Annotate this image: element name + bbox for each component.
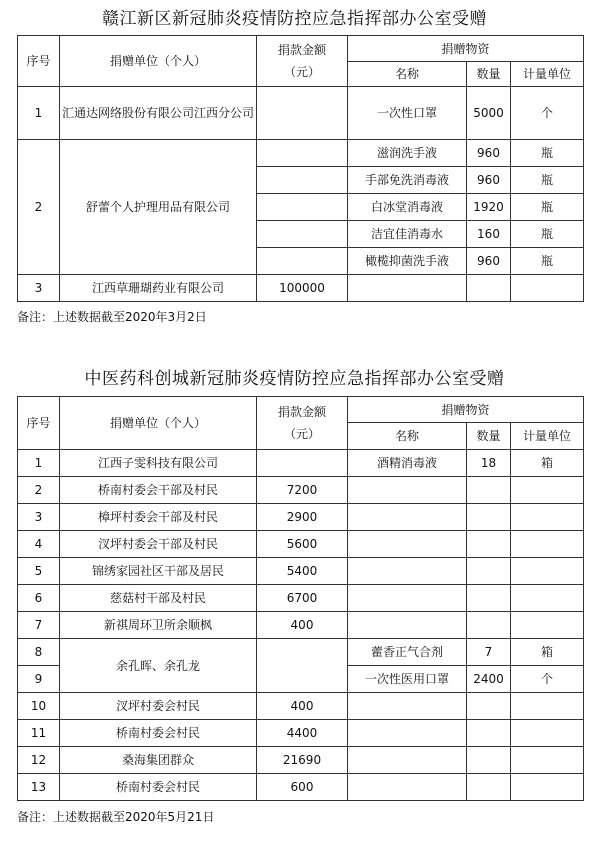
cell-unit: 瓶 — [511, 194, 584, 221]
header-amount-line1: 捐款金额 — [277, 43, 326, 57]
cell-amount — [257, 140, 348, 167]
cell-amount — [257, 248, 348, 275]
cell-seq: 4 — [18, 531, 60, 558]
cell-amount — [257, 87, 348, 140]
cell-name: 一次性口罩 — [348, 87, 467, 140]
cell-donor: 桥南村委会村民 — [60, 774, 257, 801]
table-row — [18, 558, 584, 585]
header-amount-line2: （元） — [283, 427, 320, 441]
cell-amount: 5600 — [257, 531, 348, 558]
header-amount — [257, 397, 348, 450]
cell-name: 洁宜佳消毒水 — [348, 221, 467, 248]
cell-seq: 11 — [18, 720, 60, 747]
table-row — [18, 87, 584, 140]
table-row — [18, 639, 584, 666]
cell-amount: 2900 — [257, 504, 348, 531]
cell-amount — [257, 167, 348, 194]
cell-amount: 5400 — [257, 558, 348, 585]
cell-name — [348, 747, 467, 774]
cell-name — [348, 531, 467, 558]
cell-donor: 慈菇村干部及村民 — [60, 585, 257, 612]
cell-seq: 1 — [18, 87, 60, 140]
cell-qty: 960 — [467, 248, 511, 275]
cell-qty — [467, 275, 511, 302]
cell-qty: 2400 — [467, 666, 511, 693]
cell-unit — [511, 693, 584, 720]
cell-amount: 6700 — [257, 585, 348, 612]
cell-qty — [467, 747, 511, 774]
header-unit: 计量单位 — [511, 423, 584, 450]
cell-amount: 4400 — [257, 720, 348, 747]
cell-qty — [467, 558, 511, 585]
cell-name: 滋润洗手液 — [348, 140, 467, 167]
cell-qty — [467, 612, 511, 639]
cell-amount: 21690 — [257, 747, 348, 774]
header-name: 名称 — [348, 423, 467, 450]
cell-seq: 6 — [18, 585, 60, 612]
cell-unit — [511, 558, 584, 585]
cell-donor: 桥南村委会村民 — [60, 720, 257, 747]
cell-unit — [511, 612, 584, 639]
table-header-row — [18, 36, 584, 62]
cell-name — [348, 612, 467, 639]
cell-qty: 1920 — [467, 194, 511, 221]
cell-seq: 8 — [18, 639, 60, 666]
table-row — [18, 612, 584, 639]
header-qty: 数量 — [467, 62, 511, 87]
table-row — [18, 140, 584, 167]
cell-amount: 600 — [257, 774, 348, 801]
cell-unit — [511, 585, 584, 612]
cell-seq: 2 — [18, 140, 60, 275]
cell-unit: 箱 — [511, 639, 584, 666]
header-donor: 捐赠单位（个人） — [60, 397, 257, 450]
cell-donor: 锦绣家园社区干部及居民 — [60, 558, 257, 585]
table-row — [18, 275, 584, 302]
cell-donor: 余孔晖、余孔龙 — [60, 639, 257, 693]
cell-qty: 5000 — [467, 87, 511, 140]
cell-name — [348, 558, 467, 585]
cell-name — [348, 275, 467, 302]
section2-note: 备注：上述数据截至2020年5月21日 — [17, 810, 215, 824]
section1-donation-table — [17, 35, 584, 302]
header-seq: 序号 — [18, 397, 60, 450]
header-unit: 计量单位 — [511, 62, 584, 87]
cell-qty — [467, 531, 511, 558]
cell-seq: 10 — [18, 693, 60, 720]
cell-amount — [257, 450, 348, 477]
table-row — [18, 504, 584, 531]
cell-amount: 400 — [257, 612, 348, 639]
cell-unit: 个 — [511, 87, 584, 140]
cell-name: 酒精消毒液 — [348, 450, 467, 477]
cell-unit — [511, 774, 584, 801]
cell-qty — [467, 585, 511, 612]
cell-qty — [467, 504, 511, 531]
cell-donor: 樟坪村委会干部及村民 — [60, 504, 257, 531]
cell-name: 手部免洗消毒液 — [348, 167, 467, 194]
cell-name: 橄榄抑菌洗手液 — [348, 248, 467, 275]
cell-donor: 汊坪村委会村民 — [60, 693, 257, 720]
section2-donation-table — [17, 396, 584, 801]
header-donor: 捐赠单位（个人） — [60, 36, 257, 87]
cell-qty — [467, 720, 511, 747]
cell-name — [348, 477, 467, 504]
cell-amount — [257, 221, 348, 248]
section1-title: 赣江新区新冠肺炎疫情防控应急指挥部办公室受赠 — [102, 9, 487, 29]
cell-unit — [511, 747, 584, 774]
cell-amount — [257, 194, 348, 221]
cell-name — [348, 504, 467, 531]
cell-unit — [511, 275, 584, 302]
cell-name: 一次性医用口罩 — [348, 666, 467, 693]
cell-qty — [467, 693, 511, 720]
cell-unit: 瓶 — [511, 248, 584, 275]
table-row — [18, 585, 584, 612]
cell-seq: 3 — [18, 504, 60, 531]
cell-qty — [467, 477, 511, 504]
cell-seq: 1 — [18, 450, 60, 477]
table-row — [18, 720, 584, 747]
table-header-row — [18, 397, 584, 423]
table-row — [18, 450, 584, 477]
cell-qty: 7 — [467, 639, 511, 666]
cell-qty: 960 — [467, 140, 511, 167]
cell-unit: 瓶 — [511, 167, 584, 194]
cell-unit — [511, 504, 584, 531]
table-row — [18, 774, 584, 801]
cell-amount: 100000 — [257, 275, 348, 302]
cell-donor: 汊坪村委会干部及村民 — [60, 531, 257, 558]
cell-amount — [257, 639, 348, 693]
cell-unit — [511, 720, 584, 747]
table-row — [18, 531, 584, 558]
cell-name: 藿香正气合剂 — [348, 639, 467, 666]
cell-qty — [467, 774, 511, 801]
cell-unit: 瓶 — [511, 140, 584, 167]
cell-qty: 960 — [467, 167, 511, 194]
header-amount-line2: （元） — [283, 65, 320, 79]
cell-seq: 2 — [18, 477, 60, 504]
header-amount-line1: 捐款金额 — [277, 405, 326, 419]
cell-donor: 桑海集团群众 — [60, 747, 257, 774]
section1-note: 备注：上述数据截至2020年3月2日 — [17, 310, 207, 324]
cell-seq: 5 — [18, 558, 60, 585]
cell-unit: 箱 — [511, 450, 584, 477]
cell-unit — [511, 531, 584, 558]
cell-amount: 7200 — [257, 477, 348, 504]
cell-qty: 18 — [467, 450, 511, 477]
cell-seq: 7 — [18, 612, 60, 639]
cell-donor: 汇通达网络股份有限公司江西分公司 — [60, 87, 257, 140]
section2-title: 中医药科创城新冠肺炎疫情防控应急指挥部办公室受赠 — [84, 369, 505, 389]
table-row — [18, 747, 584, 774]
cell-name — [348, 720, 467, 747]
cell-name — [348, 774, 467, 801]
cell-seq: 13 — [18, 774, 60, 801]
header-goods: 捐赠物资 — [348, 36, 584, 62]
cell-seq: 3 — [18, 275, 60, 302]
cell-name — [348, 693, 467, 720]
header-goods: 捐赠物资 — [348, 397, 584, 423]
cell-seq: 9 — [18, 666, 60, 693]
cell-qty: 160 — [467, 221, 511, 248]
cell-name — [348, 585, 467, 612]
header-amount — [257, 36, 348, 87]
header-name: 名称 — [348, 62, 467, 87]
cell-name: 白冰堂消毒液 — [348, 194, 467, 221]
cell-unit: 个 — [511, 666, 584, 693]
header-seq: 序号 — [18, 36, 60, 87]
cell-seq: 12 — [18, 747, 60, 774]
cell-donor: 舒蕾个人护理用品有限公司 — [60, 140, 257, 275]
header-qty: 数量 — [467, 423, 511, 450]
table-row — [18, 477, 584, 504]
cell-unit: 瓶 — [511, 221, 584, 248]
cell-donor: 江西子雯科技有限公司 — [60, 450, 257, 477]
cell-donor: 江西草珊瑚药业有限公司 — [60, 275, 257, 302]
cell-donor: 桥南村委会干部及村民 — [60, 477, 257, 504]
cell-unit — [511, 477, 584, 504]
cell-donor: 新祺周环卫所余顺枫 — [60, 612, 257, 639]
cell-amount: 400 — [257, 693, 348, 720]
table-row — [18, 693, 584, 720]
